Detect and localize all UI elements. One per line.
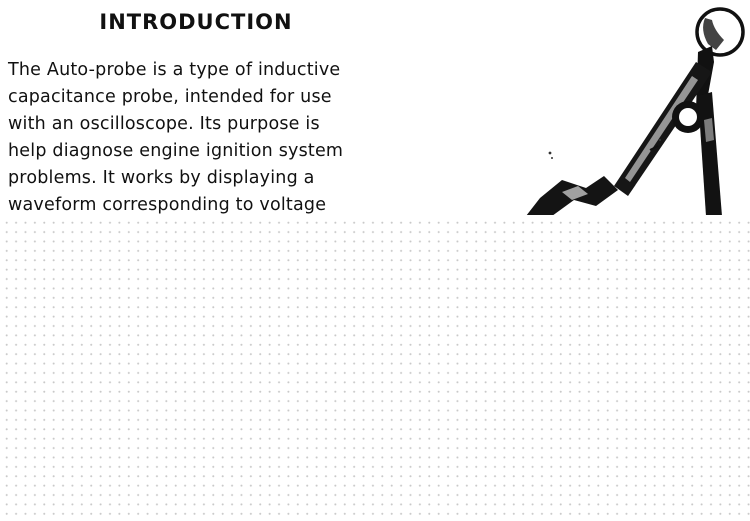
paragraph-line: with an oscilloscope. Its purpose is (8, 114, 320, 134)
paragraph-line: help diagnose engine ignition system (8, 141, 344, 161)
paragraph-line: waveform corresponding to voltage (8, 195, 327, 215)
speckle-mark (659, 139, 661, 141)
probe-pivot-hole (679, 108, 697, 126)
paragraph-line: problems. It works by displaying a (8, 168, 315, 188)
section-heading: INTRODUCTION (99, 10, 293, 34)
paragraph-line: capacitance probe, intended for use (8, 87, 332, 107)
intro-paragraph (8, 57, 388, 219)
speckle-mark (549, 152, 552, 155)
probe-hook-shade (703, 18, 724, 50)
speckle-mark (551, 157, 553, 159)
paragraph-line: The Auto-probe is a type of inductive (8, 60, 341, 80)
probe-clip-illustration (500, 0, 750, 216)
dotted-placeholder-area (0, 215, 750, 521)
probe-spring-body (698, 92, 722, 216)
